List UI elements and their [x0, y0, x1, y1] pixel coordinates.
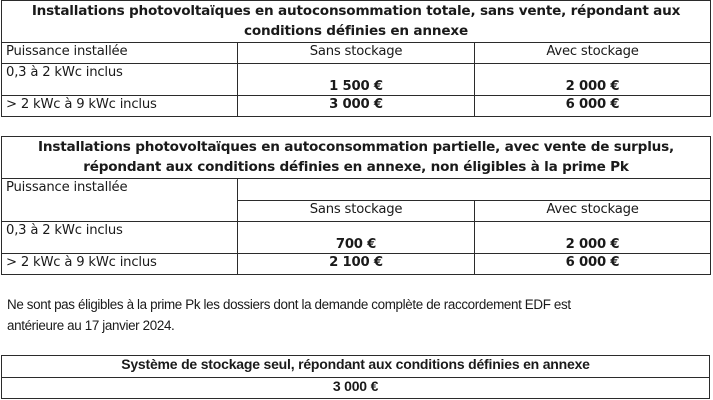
header-avec-stockage: Avec stockage	[475, 43, 711, 64]
table-title: Installations photovoltaïques en autoconsommation totale, sans vente, répondant aux conditions définies en annexe	[2, 1, 711, 43]
value-avec-stockage: 2 000 €	[475, 64, 711, 96]
header-puissance: Puissance installée	[2, 43, 238, 64]
range-cell: 0,3 à 2 kWc inclus	[2, 222, 238, 254]
header-empty	[238, 179, 711, 201]
table-autoconsommation-partielle	[1, 136, 711, 275]
range-cell: > 2 kWc à 9 kWc inclus	[2, 96, 238, 117]
range-cell: 0,3 à 2 kWc inclus	[2, 64, 238, 96]
header-sans-stockage: Sans stockage	[238, 201, 475, 222]
storage-value: 3 000 €	[2, 378, 710, 399]
table-title: Système de stockage seul, répondant aux conditions définies en annexe	[2, 356, 710, 378]
value-sans-stockage: 3 000 €	[238, 96, 475, 117]
table-row	[2, 96, 711, 117]
value-sans-stockage: 700 €	[238, 222, 475, 254]
header-puissance: Puissance installée	[2, 179, 238, 222]
value-avec-stockage: 2 000 €	[475, 222, 711, 254]
table-autoconsommation-totale	[1, 0, 711, 117]
table-stockage-seul	[1, 355, 710, 399]
header-avec-stockage: Avec stockage	[475, 201, 711, 222]
value-sans-stockage: 1 500 €	[238, 64, 475, 96]
table-title: Installations photovoltaïques en autoconsommation partielle, avec vente de surplus, répondant aux conditions définies en annexe, non éligibles à la prime Pk	[2, 137, 711, 179]
table-row	[2, 64, 711, 96]
note-line-1: Ne sont pas éligibles à la prime Pk les dossiers dont la demande complète de raccordement EDF est	[7, 297, 571, 312]
value-sans-stockage: 2 100 €	[238, 254, 475, 275]
note-line-2: antérieure au 17 janvier 2024.	[7, 318, 175, 333]
value-avec-stockage: 6 000 €	[475, 96, 711, 117]
value-avec-stockage: 6 000 €	[475, 254, 711, 275]
range-cell: > 2 kWc à 9 kWc inclus	[2, 254, 238, 275]
table-row	[2, 254, 711, 275]
header-sans-stockage: Sans stockage	[238, 43, 475, 64]
table-row	[2, 222, 711, 254]
eligibility-note	[7, 294, 713, 336]
